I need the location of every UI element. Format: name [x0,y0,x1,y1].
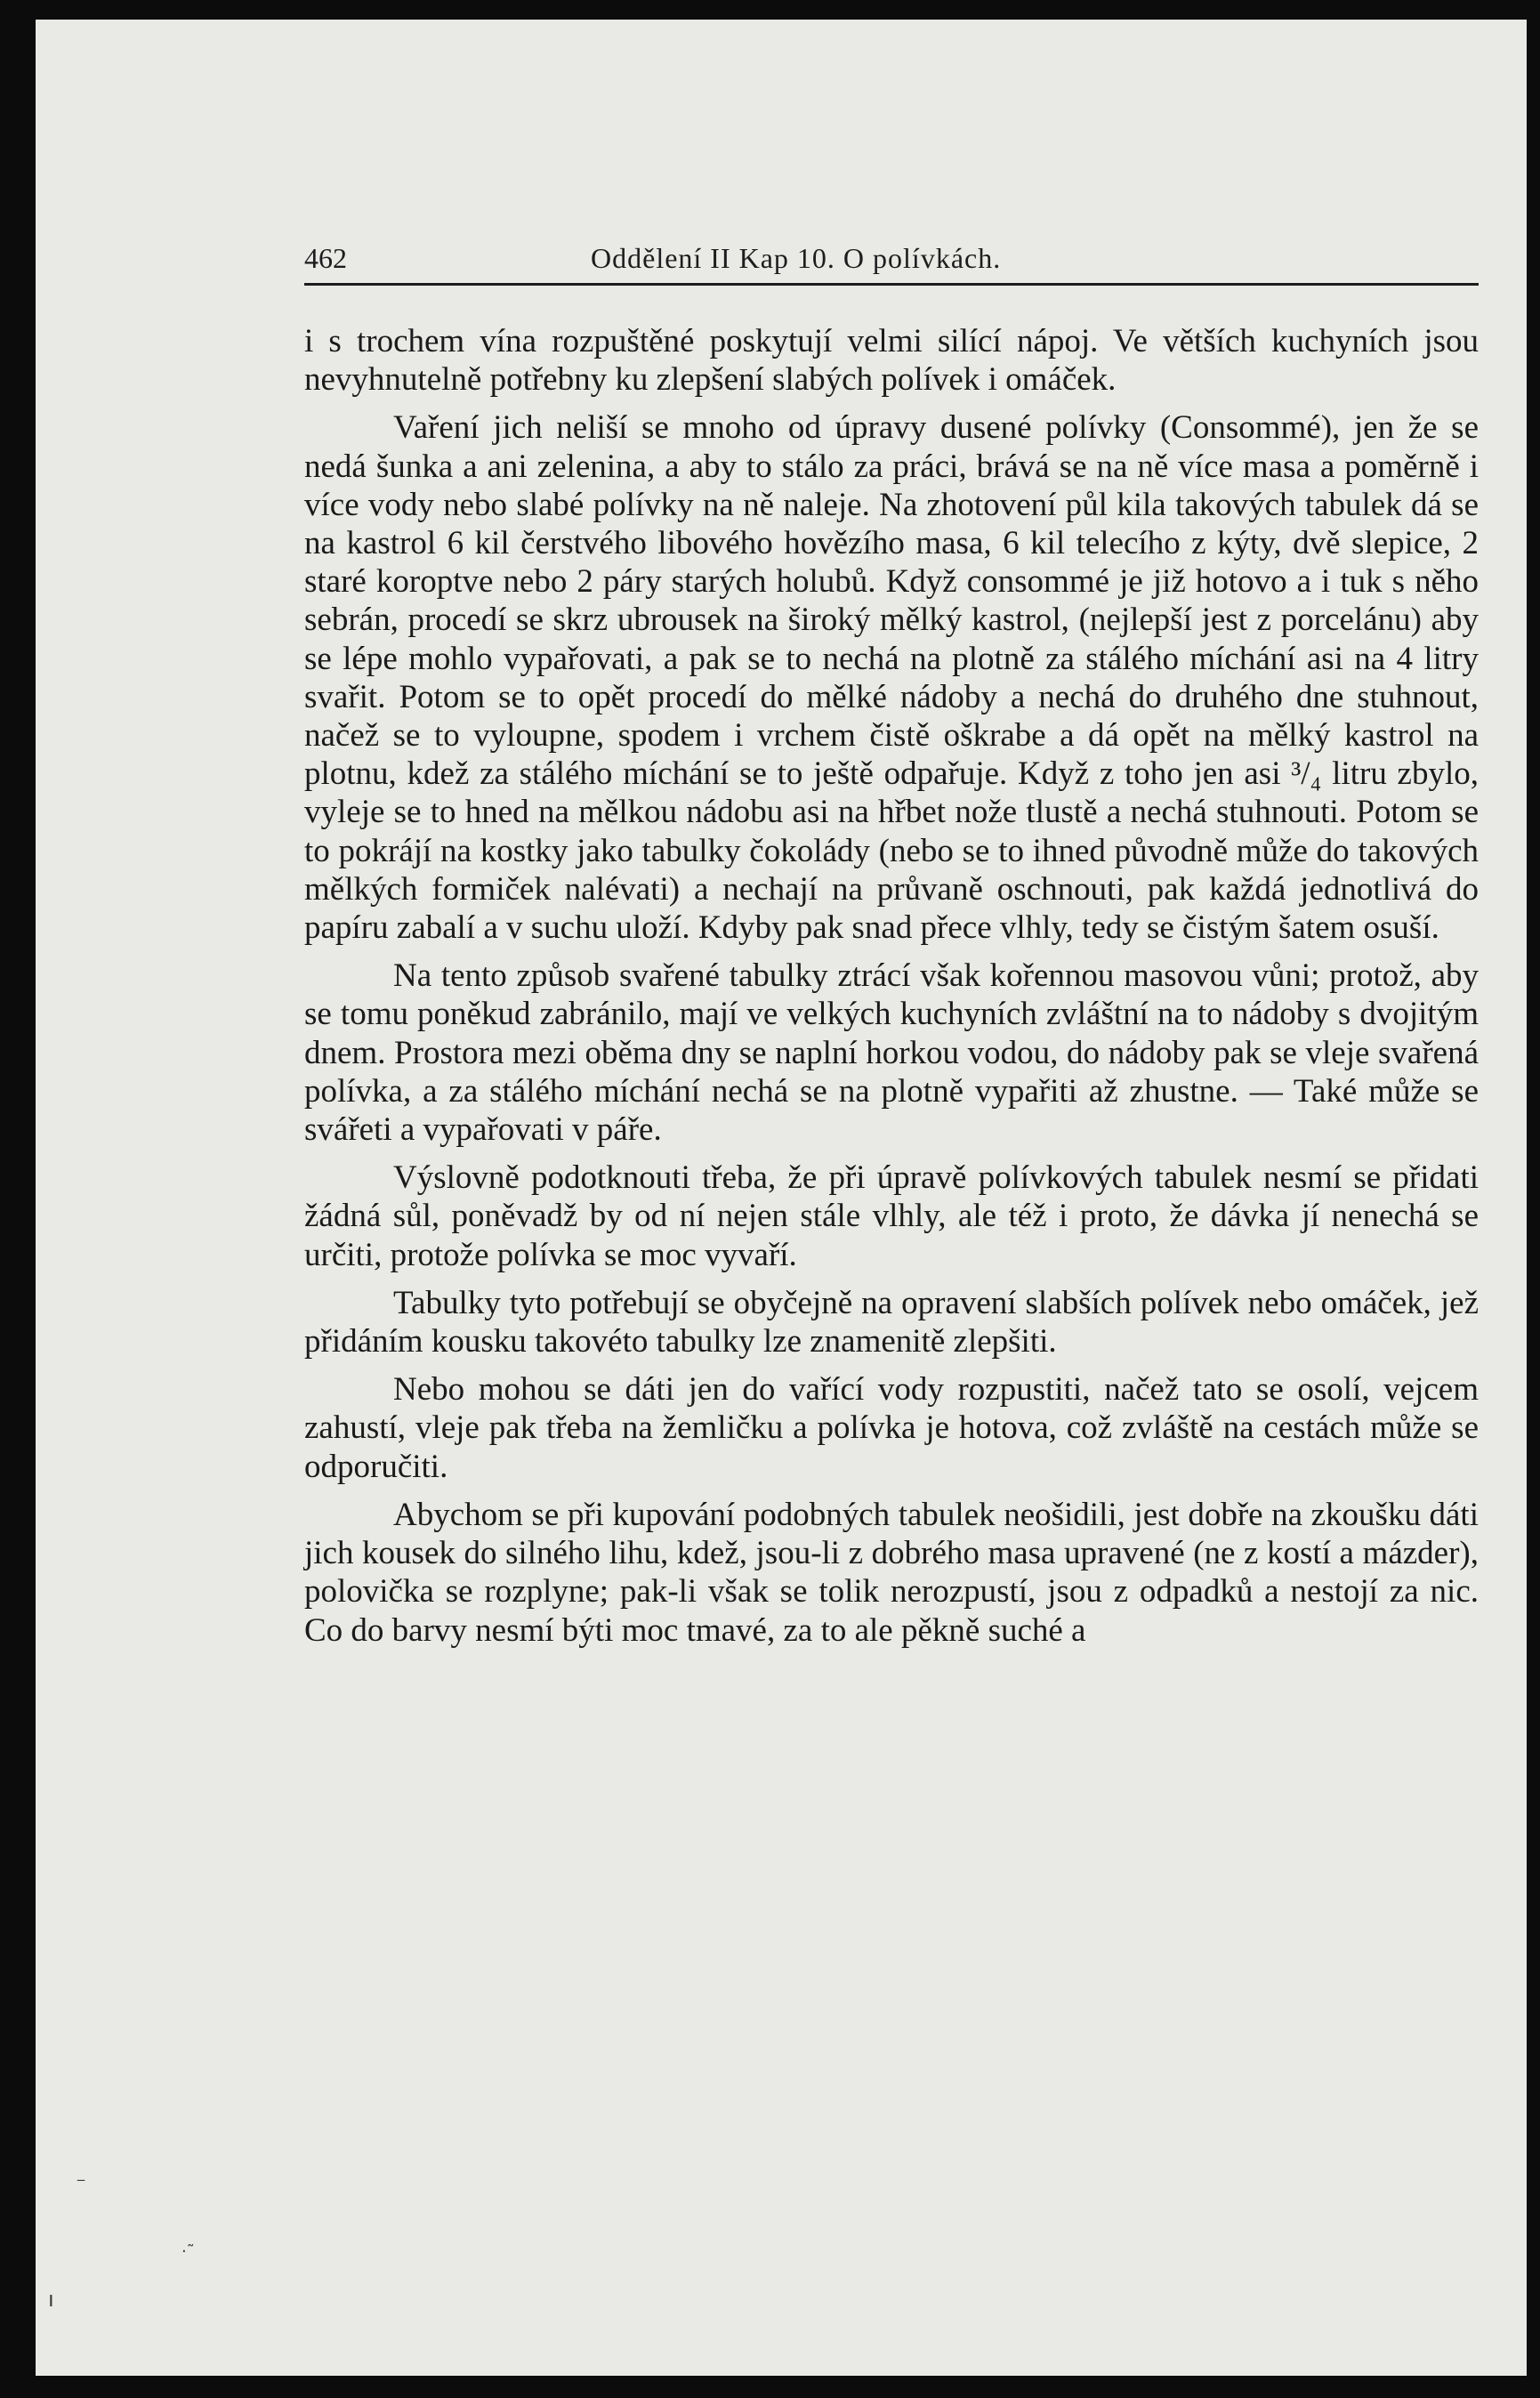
scan-speck: ·˜ [181,2242,195,2261]
page-header [304,242,1479,281]
paragraph-6: Nebo mohou se dáti jen do vařící vody rozpustiti, načež tato se osolí, vejcem zahustí, vleje pak třeba na žemličku a polívka je hotova, což zvláště na cestách může se odporučiti. [304,1371,1479,1485]
header-rule [304,283,1479,286]
paragraph-3: Na tento způsob svařené tabulky ztrácí však kořennou masovou vůni; protož, aby se tomu poněkud zabránilo, mají ve velkých kuchyních zvláštní na to nádoby s dvojitým dnem. Prostora mezi oběma dny se naplní horkou vodou, do nádoby pak se vleje svařená polívka, a za stálého míchání nechá se na plotně vypařiti až zhustne. — Také může se svářeti a vypařovati v páře. [304,957,1479,1149]
paragraph-7: Abychom se při kupování podobných tabulek neošidili, jest dobře na zkoušku dáti jich kousek do silného lihu, kdež, jsou-li z dobrého masa upravené (ne z kostí a mázder), polovička se rozplyne; pak-li však se tolik nerozpustí, jsou z odpadků a nestojí za nic. Co do barvy nesmí býti moc tmavé, za to ale pěkně suché a [304,1496,1479,1649]
scan-speck: ‒ [77,2171,86,2188]
running-title: Oddělení II Kap 10. O polívkách. [591,242,1002,274]
scan-speck: ı [48,2287,54,2312]
paragraph-1: i s trochem vína rozpuštěné poskytují velmi silící nápoj. Ve větších kuchyních jsou nevyhnutelně potřebny ku zlepšení slabých polívek i omáček. [304,323,1479,399]
paragraph-4: Výslovně podotknouti třeba, že při úpravě polívkových tabulek nesmí se přidati žádná sůl, poněvadž by od ní nejen stále vlhly, ale též i proto, že dávka jí nenechá se určiti, protože polívka se moc vyvaří. [304,1159,1479,1273]
body-text [304,322,1479,1659]
scanned-page [36,20,1527,2376]
paragraph-5: Tabulky tyto potřebují se obyčejně na opravení slabších polívek nebo omáček, jež přidáním kousku takovéto tabulky lze znamenitě zlepšiti. [304,1284,1479,1360]
paragraph-2: Vaření jich neliší se mnoho od úpravy dusené polívky (Consommé), jen že se nedá šunka a ani zelenina, a aby to stálo za práci, brává se na ně více masa a poměrně i více vody nebo slabé polívky na ně naleje. Na zhotovení půl kila takových tabulek dá se na kastrol 6 kil čerstvého libového hovězího masa, 6 kil telecího z kýty, dvě slepice, 2 staré koroptve nebo 2 páry starých holubů. Když consommé je již hotovo a i tuk s něho sebrán, procedí se skrz ubrousek na široký mělký kastrol, (nejlepší jest z porcelánu) aby se lépe mohlo vypařovati, a pak se to nechá na plotně za stálého míchání asi na 4 litry svařit. Potom se to opět procedí do mělké nádoby a nechá do druhého dne stuhnout, načež se to vyloupne, spodem i vrchem čistě oškrabe a dá opět na mělký kastrol na plotnu, kdež za stálého míchání se to ještě odpařuje. Když z toho jen asi ³/₄ litru zbylo, vyleje se to hned na mělkou nádobu asi na hřbet nože tlustě a nechá stuhnouti. Potom se to pokrájí na kostky jako tabulky čokolády (nebo se to ihned původně může do takových mělkých formiček nalévati) a nechají na průvaně oschnouti, pak každá jednotlivá do papíru zabalí a v suchu uloží. Kdyby pak snad přece vlhly, tedy se čistým šatem osuší. [304,409,1479,947]
page-number: 462 [304,242,347,274]
